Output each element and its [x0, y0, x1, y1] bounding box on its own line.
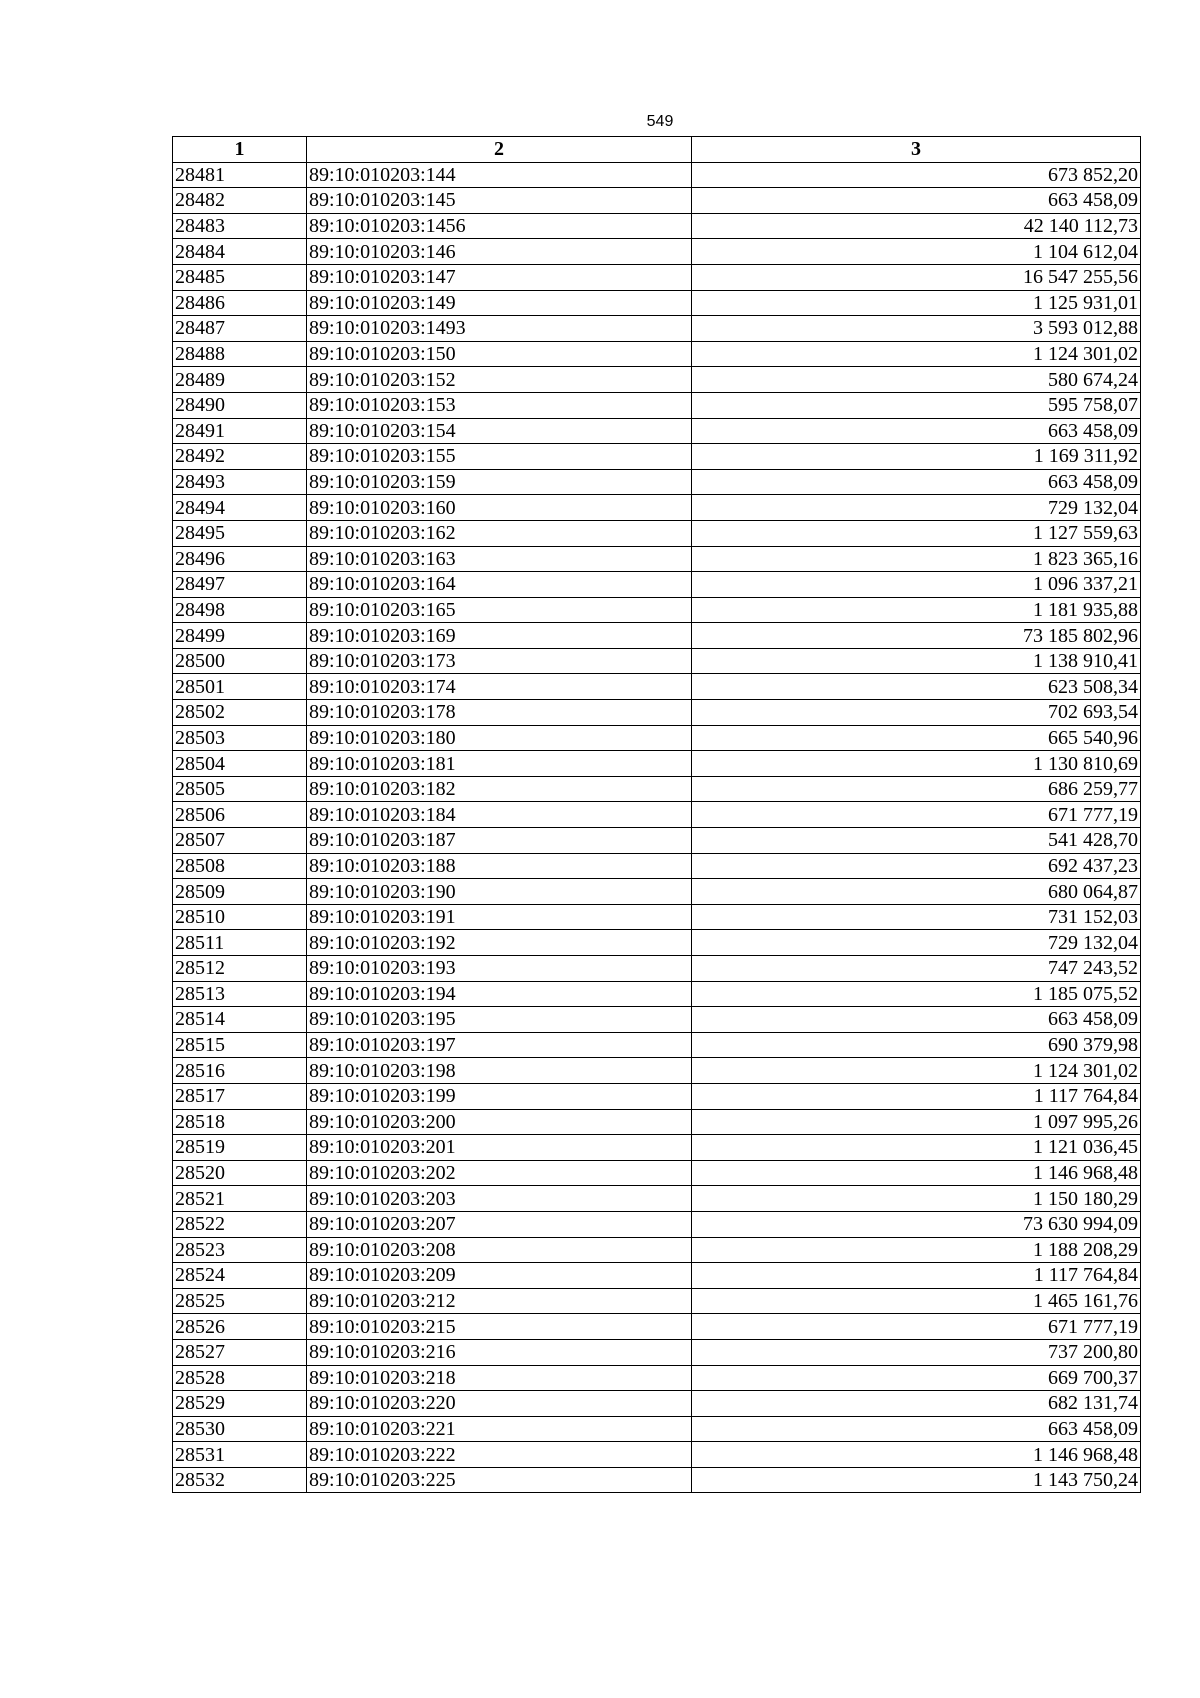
row-number-cell: 28492 — [173, 444, 307, 470]
table-row — [173, 674, 1141, 700]
table-row — [173, 1416, 1141, 1442]
table-row — [173, 418, 1141, 444]
cadastral-value-cell: 623 508,34 — [692, 674, 1141, 700]
cadastral-number-cell: 89:10:010203:1493 — [307, 316, 692, 342]
table-row — [173, 495, 1141, 521]
row-number-cell: 28511 — [173, 930, 307, 956]
cadastral-value-cell: 663 458,09 — [692, 1416, 1141, 1442]
row-number-cell: 28495 — [173, 520, 307, 546]
cadastral-value-cell: 673 852,20 — [692, 162, 1141, 188]
cadastral-number-cell: 89:10:010203:152 — [307, 367, 692, 393]
cadastral-number-cell: 89:10:010203:195 — [307, 1007, 692, 1033]
cadastral-number-cell: 89:10:010203:178 — [307, 700, 692, 726]
table-row — [173, 1339, 1141, 1365]
cadastral-value-cell: 1 127 559,63 — [692, 520, 1141, 546]
cadastral-number-cell: 89:10:010203:191 — [307, 904, 692, 930]
cadastral-value-cell: 1 188 208,29 — [692, 1237, 1141, 1263]
row-number-cell: 28529 — [173, 1391, 307, 1417]
cadastral-value-cell: 1 143 750,24 — [692, 1467, 1141, 1493]
cadastral-number-cell: 89:10:010203:200 — [307, 1109, 692, 1135]
table-row — [173, 1083, 1141, 1109]
table-row — [173, 1109, 1141, 1135]
cadastral-number-cell: 89:10:010203:216 — [307, 1339, 692, 1365]
table-row — [173, 930, 1141, 956]
cadastral-value-cell: 1 097 995,26 — [692, 1109, 1141, 1135]
cadastral-value-cell: 690 379,98 — [692, 1032, 1141, 1058]
cadastral-value-cell: 595 758,07 — [692, 392, 1141, 418]
row-number-cell: 28489 — [173, 367, 307, 393]
row-number-cell: 28484 — [173, 239, 307, 265]
cadastral-value-cell: 1 117 764,84 — [692, 1263, 1141, 1289]
row-number-cell: 28497 — [173, 572, 307, 598]
cadastral-value-cell: 1 465 161,76 — [692, 1288, 1141, 1314]
cadastral-value-cell: 3 593 012,88 — [692, 316, 1141, 342]
cadastral-number-cell: 89:10:010203:208 — [307, 1237, 692, 1263]
row-number-cell: 28531 — [173, 1442, 307, 1468]
cadastral-value-cell: 682 131,74 — [692, 1391, 1141, 1417]
cadastral-number-cell: 89:10:010203:149 — [307, 290, 692, 316]
table-row — [173, 904, 1141, 930]
cadastral-value-cell: 42 140 112,73 — [692, 213, 1141, 239]
table-row — [173, 188, 1141, 214]
table-row — [173, 239, 1141, 265]
row-number-cell: 28500 — [173, 648, 307, 674]
column-header-2: 2 — [307, 137, 692, 163]
cadastral-number-cell: 89:10:010203:155 — [307, 444, 692, 470]
cadastral-value-cell: 663 458,09 — [692, 188, 1141, 214]
table-row — [173, 623, 1141, 649]
row-number-cell: 28527 — [173, 1339, 307, 1365]
cadastral-value-cell: 702 693,54 — [692, 700, 1141, 726]
cadastral-number-cell: 89:10:010203:215 — [307, 1314, 692, 1340]
header-row — [173, 137, 1141, 163]
cadastral-number-cell: 89:10:010203:174 — [307, 674, 692, 700]
table-row — [173, 444, 1141, 470]
cadastral-value-table — [172, 136, 1141, 1493]
table-row — [173, 1211, 1141, 1237]
cadastral-value-cell: 1 124 301,02 — [692, 341, 1141, 367]
cadastral-value-cell: 731 152,03 — [692, 904, 1141, 930]
table-row — [173, 213, 1141, 239]
cadastral-value-cell: 1 169 311,92 — [692, 444, 1141, 470]
page-number: 549 — [646, 113, 674, 130]
row-number-cell: 28498 — [173, 597, 307, 623]
table-row — [173, 290, 1141, 316]
cadastral-value-cell: 1 104 612,04 — [692, 239, 1141, 265]
row-number-cell: 28494 — [173, 495, 307, 521]
cadastral-number-cell: 89:10:010203:162 — [307, 520, 692, 546]
row-number-cell: 28502 — [173, 700, 307, 726]
table-row — [173, 1032, 1141, 1058]
cadastral-value-cell: 1 823 365,16 — [692, 546, 1141, 572]
table-row — [173, 1160, 1141, 1186]
cadastral-value-cell: 669 700,37 — [692, 1365, 1141, 1391]
table-row — [173, 751, 1141, 777]
table-row — [173, 572, 1141, 598]
cadastral-number-cell: 89:10:010203:144 — [307, 162, 692, 188]
cadastral-number-cell: 89:10:010203:190 — [307, 879, 692, 905]
cadastral-value-cell: 737 200,80 — [692, 1339, 1141, 1365]
table-row — [173, 1263, 1141, 1289]
table-row — [173, 700, 1141, 726]
row-number-cell: 28520 — [173, 1160, 307, 1186]
cadastral-value-cell: 541 428,70 — [692, 828, 1141, 854]
row-number-cell: 28509 — [173, 879, 307, 905]
cadastral-number-cell: 89:10:010203:222 — [307, 1442, 692, 1468]
table-body — [173, 162, 1141, 1493]
row-number-cell: 28485 — [173, 264, 307, 290]
row-number-cell: 28507 — [173, 828, 307, 854]
table-row — [173, 341, 1141, 367]
cadastral-value-cell: 671 777,19 — [692, 1314, 1141, 1340]
cadastral-number-cell: 89:10:010203:203 — [307, 1186, 692, 1212]
row-number-cell: 28504 — [173, 751, 307, 777]
table-row — [173, 1007, 1141, 1033]
cadastral-number-cell: 89:10:010203:154 — [307, 418, 692, 444]
table-row — [173, 828, 1141, 854]
row-number-cell: 28518 — [173, 1109, 307, 1135]
cadastral-number-cell: 89:10:010203:197 — [307, 1032, 692, 1058]
table-row — [173, 1288, 1141, 1314]
row-number-cell: 28481 — [173, 162, 307, 188]
row-number-cell: 28499 — [173, 623, 307, 649]
cadastral-number-cell: 89:10:010203:159 — [307, 469, 692, 495]
table-row — [173, 725, 1141, 751]
row-number-cell: 28512 — [173, 956, 307, 982]
cadastral-number-cell: 89:10:010203:198 — [307, 1058, 692, 1084]
cadastral-value-cell: 686 259,77 — [692, 776, 1141, 802]
cadastral-number-cell: 89:10:010203:192 — [307, 930, 692, 956]
cadastral-value-cell: 1 130 810,69 — [692, 751, 1141, 777]
column-header-3: 3 — [692, 137, 1141, 163]
cadastral-value-cell: 729 132,04 — [692, 495, 1141, 521]
row-number-cell: 28532 — [173, 1467, 307, 1493]
cadastral-value-cell: 580 674,24 — [692, 367, 1141, 393]
table-row — [173, 264, 1141, 290]
cadastral-value-cell: 1 146 968,48 — [692, 1442, 1141, 1468]
cadastral-value-cell: 680 064,87 — [692, 879, 1141, 905]
table-row — [173, 981, 1141, 1007]
cadastral-value-cell: 1 150 180,29 — [692, 1186, 1141, 1212]
cadastral-number-cell: 89:10:010203:181 — [307, 751, 692, 777]
row-number-cell: 28508 — [173, 853, 307, 879]
table-row — [173, 879, 1141, 905]
cadastral-number-cell: 89:10:010203:163 — [307, 546, 692, 572]
table-row — [173, 1365, 1141, 1391]
row-number-cell: 28493 — [173, 469, 307, 495]
row-number-cell: 28523 — [173, 1237, 307, 1263]
cadastral-number-cell: 89:10:010203:146 — [307, 239, 692, 265]
table-row — [173, 520, 1141, 546]
cadastral-value-cell: 1 138 910,41 — [692, 648, 1141, 674]
row-number-cell: 28505 — [173, 776, 307, 802]
row-number-cell: 28483 — [173, 213, 307, 239]
row-number-cell: 28510 — [173, 904, 307, 930]
row-number-cell: 28482 — [173, 188, 307, 214]
cadastral-value-cell: 747 243,52 — [692, 956, 1141, 982]
cadastral-number-cell: 89:10:010203:199 — [307, 1083, 692, 1109]
cadastral-value-cell: 16 547 255,56 — [692, 264, 1141, 290]
table-row — [173, 1442, 1141, 1468]
cadastral-number-cell: 89:10:010203:201 — [307, 1135, 692, 1161]
cadastral-value-cell: 665 540,96 — [692, 725, 1141, 751]
cadastral-value-cell: 1 146 968,48 — [692, 1160, 1141, 1186]
cadastral-number-cell: 89:10:010203:165 — [307, 597, 692, 623]
row-number-cell: 28488 — [173, 341, 307, 367]
table-row — [173, 597, 1141, 623]
table-row — [173, 1237, 1141, 1263]
table-row — [173, 546, 1141, 572]
table-row — [173, 956, 1141, 982]
cadastral-number-cell: 89:10:010203:202 — [307, 1160, 692, 1186]
table-row — [173, 469, 1141, 495]
row-number-cell: 28514 — [173, 1007, 307, 1033]
row-number-cell: 28526 — [173, 1314, 307, 1340]
row-number-cell: 28491 — [173, 418, 307, 444]
row-number-cell: 28496 — [173, 546, 307, 572]
table-header — [173, 137, 1141, 163]
row-number-cell: 28519 — [173, 1135, 307, 1161]
row-number-cell: 28515 — [173, 1032, 307, 1058]
table-row — [173, 853, 1141, 879]
cadastral-value-cell: 1 121 036,45 — [692, 1135, 1141, 1161]
cadastral-number-cell: 89:10:010203:173 — [307, 648, 692, 674]
cadastral-number-cell: 89:10:010203:209 — [307, 1263, 692, 1289]
cadastral-value-cell: 1 117 764,84 — [692, 1083, 1141, 1109]
cadastral-number-cell: 89:10:010203:1456 — [307, 213, 692, 239]
cadastral-number-cell: 89:10:010203:182 — [307, 776, 692, 802]
row-number-cell: 28524 — [173, 1263, 307, 1289]
cadastral-number-cell: 89:10:010203:212 — [307, 1288, 692, 1314]
cadastral-value-cell: 73 630 994,09 — [692, 1211, 1141, 1237]
cadastral-number-cell: 89:10:010203:193 — [307, 956, 692, 982]
cadastral-value-cell: 1 181 935,88 — [692, 597, 1141, 623]
table-row — [173, 316, 1141, 342]
row-number-cell: 28487 — [173, 316, 307, 342]
cadastral-number-cell: 89:10:010203:194 — [307, 981, 692, 1007]
cadastral-value-cell: 1 124 301,02 — [692, 1058, 1141, 1084]
cadastral-value-cell: 671 777,19 — [692, 802, 1141, 828]
cadastral-number-cell: 89:10:010203:160 — [307, 495, 692, 521]
table-row — [173, 1186, 1141, 1212]
cadastral-number-cell: 89:10:010203:188 — [307, 853, 692, 879]
table-row — [173, 392, 1141, 418]
cadastral-value-cell: 1 125 931,01 — [692, 290, 1141, 316]
cadastral-value-cell: 663 458,09 — [692, 418, 1141, 444]
table-row — [173, 1391, 1141, 1417]
cadastral-number-cell: 89:10:010203:218 — [307, 1365, 692, 1391]
cadastral-number-cell: 89:10:010203:184 — [307, 802, 692, 828]
cadastral-value-cell: 663 458,09 — [692, 1007, 1141, 1033]
cadastral-number-cell: 89:10:010203:221 — [307, 1416, 692, 1442]
cadastral-value-cell: 663 458,09 — [692, 469, 1141, 495]
cadastral-value-cell: 1 096 337,21 — [692, 572, 1141, 598]
row-number-cell: 28490 — [173, 392, 307, 418]
row-number-cell: 28525 — [173, 1288, 307, 1314]
cadastral-number-cell: 89:10:010203:150 — [307, 341, 692, 367]
cadastral-value-cell: 692 437,23 — [692, 853, 1141, 879]
row-number-cell: 28516 — [173, 1058, 307, 1084]
row-number-cell: 28522 — [173, 1211, 307, 1237]
cadastral-value-cell: 1 185 075,52 — [692, 981, 1141, 1007]
cadastral-number-cell: 89:10:010203:145 — [307, 188, 692, 214]
cadastral-number-cell: 89:10:010203:147 — [307, 264, 692, 290]
cadastral-number-cell: 89:10:010203:180 — [307, 725, 692, 751]
row-number-cell: 28530 — [173, 1416, 307, 1442]
row-number-cell: 28486 — [173, 290, 307, 316]
cadastral-number-cell: 89:10:010203:164 — [307, 572, 692, 598]
cadastral-value-cell: 729 132,04 — [692, 930, 1141, 956]
cadastral-number-cell: 89:10:010203:187 — [307, 828, 692, 854]
row-number-cell: 28521 — [173, 1186, 307, 1212]
cadastral-number-cell: 89:10:010203:220 — [307, 1391, 692, 1417]
row-number-cell: 28506 — [173, 802, 307, 828]
row-number-cell: 28517 — [173, 1083, 307, 1109]
table-row — [173, 1467, 1141, 1493]
row-number-cell: 28503 — [173, 725, 307, 751]
cadastral-number-cell: 89:10:010203:225 — [307, 1467, 692, 1493]
row-number-cell: 28513 — [173, 981, 307, 1007]
table-row — [173, 648, 1141, 674]
row-number-cell: 28501 — [173, 674, 307, 700]
table-row — [173, 367, 1141, 393]
row-number-cell: 28528 — [173, 1365, 307, 1391]
table-row — [173, 1135, 1141, 1161]
cadastral-number-cell: 89:10:010203:169 — [307, 623, 692, 649]
table-row — [173, 1314, 1141, 1340]
table-row — [173, 802, 1141, 828]
table-row — [173, 776, 1141, 802]
table-row — [173, 1058, 1141, 1084]
column-header-1: 1 — [173, 137, 307, 163]
cadastral-value-cell: 73 185 802,96 — [692, 623, 1141, 649]
cadastral-number-cell: 89:10:010203:153 — [307, 392, 692, 418]
cadastral-number-cell: 89:10:010203:207 — [307, 1211, 692, 1237]
table-row — [173, 162, 1141, 188]
